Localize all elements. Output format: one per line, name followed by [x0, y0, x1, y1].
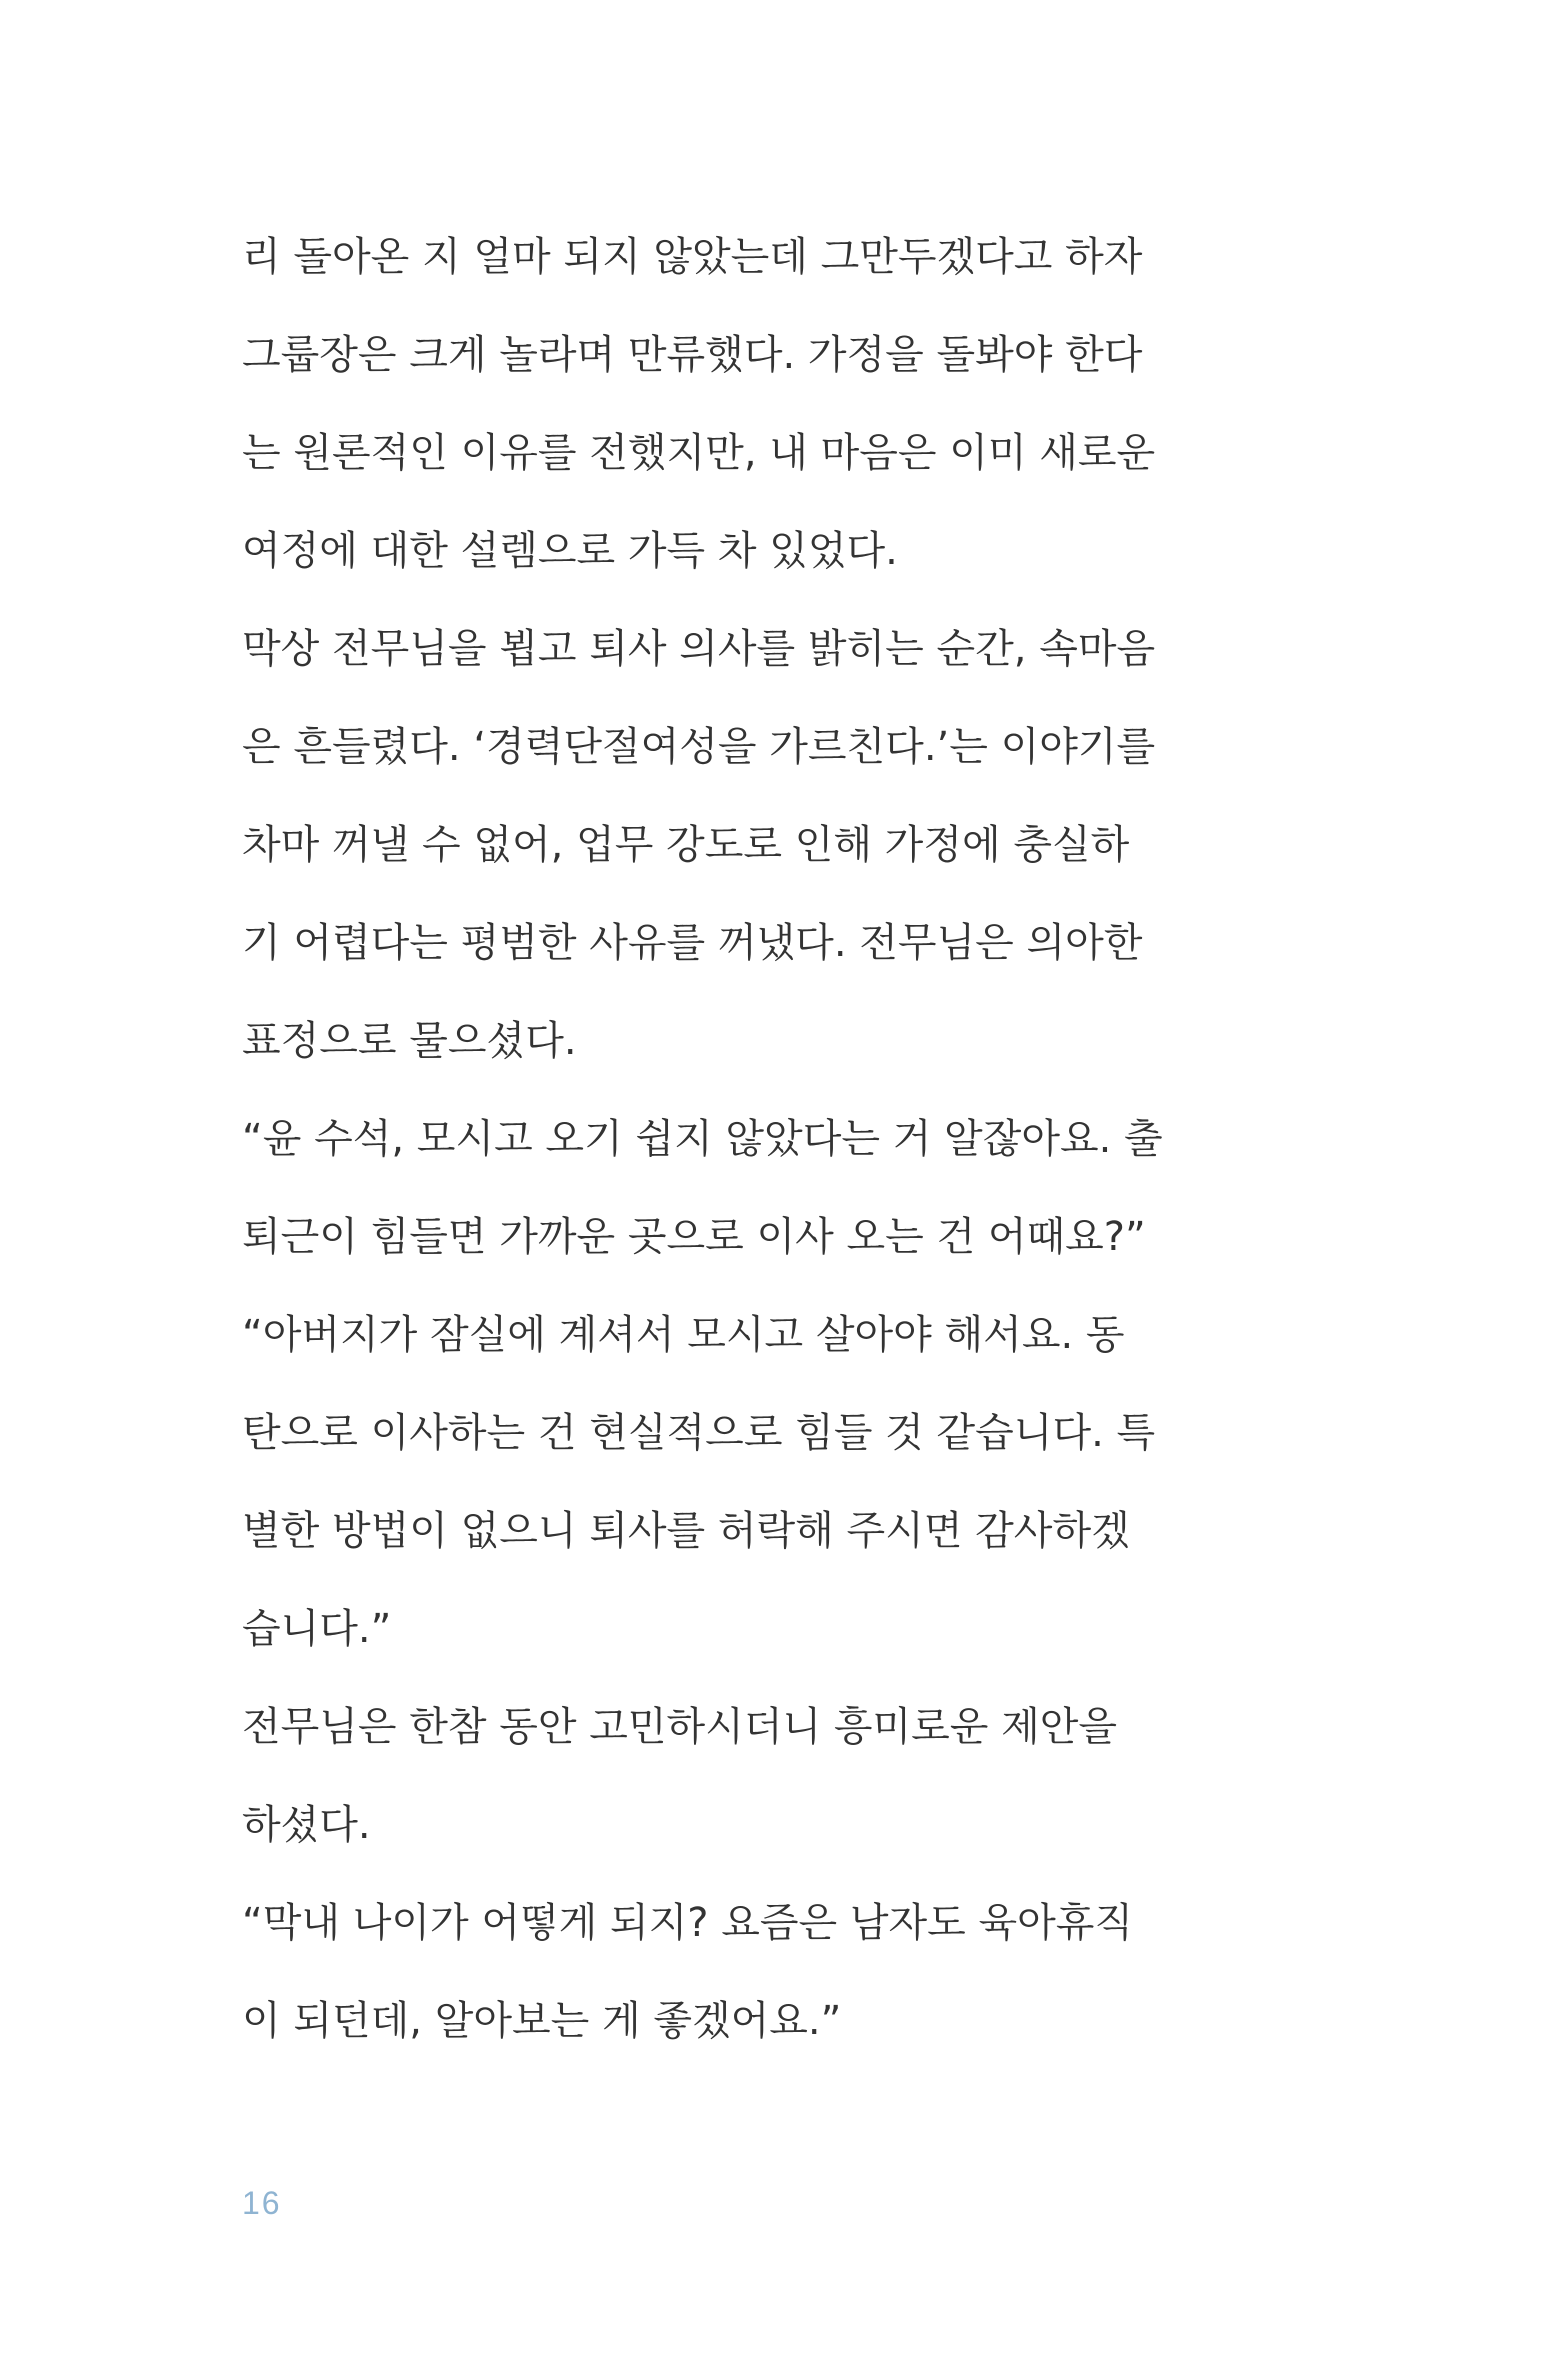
page-number: 16	[242, 2185, 282, 2221]
text-line: 리 돌아온 지 얼마 되지 않았는데 그만두겠다고 하자	[242, 234, 1143, 280]
text-line: 은 흔들렸다. ‘경력단절여성을 가르친다.’는 이야기를	[242, 724, 1156, 770]
text-line: 여정에 대한 설렘으로 가득 차 있었다.	[242, 528, 898, 574]
text-line: 습니다.”	[242, 1606, 392, 1652]
text-line: 이 되던데, 알아보는 게 좋겠어요.”	[242, 1998, 842, 2044]
text-line: 는 원론적인 이유를 전했지만, 내 마음은 이미 새로운	[242, 430, 1156, 476]
text-line: 전무님은 한참 동안 고민하시더니 흥미로운 제안을	[242, 1704, 1118, 1750]
text-line: “윤 수석, 모시고 오기 쉽지 않았다는 거 알잖아요. 출	[242, 1116, 1163, 1162]
body-text	[242, 222, 1242, 2084]
text-line: 표정으로 물으셨다.	[242, 1018, 577, 1064]
text-line: 퇴근이 힘들면 가까운 곳으로 이사 오는 건 어때요?”	[242, 1214, 1146, 1260]
text-line: “막내 나이가 어떻게 되지? 요즘은 남자도 육아휴직	[242, 1900, 1134, 1946]
text-line: 차마 꺼낼 수 없어, 업무 강도로 인해 가정에 충실하	[242, 822, 1130, 868]
text-line: 탄으로 이사하는 건 현실적으로 힘들 것 같습니다. 특	[242, 1410, 1156, 1456]
text-line: 그룹장은 크게 놀라며 만류했다. 가정을 돌봐야 한다	[242, 332, 1143, 378]
text-line: 별한 방법이 없으니 퇴사를 허락해 주시면 감사하겠	[242, 1508, 1130, 1554]
text-line: “아버지가 잠실에 계셔서 모시고 살아야 해서요. 동	[242, 1312, 1125, 1358]
text-line: 기 어렵다는 평범한 사유를 꺼냈다. 전무님은 의아한	[242, 920, 1143, 966]
text-line: 막상 전무님을 뵙고 퇴사 의사를 밝히는 순간, 속마음	[242, 626, 1156, 672]
text-line: 하셨다.	[242, 1802, 371, 1848]
